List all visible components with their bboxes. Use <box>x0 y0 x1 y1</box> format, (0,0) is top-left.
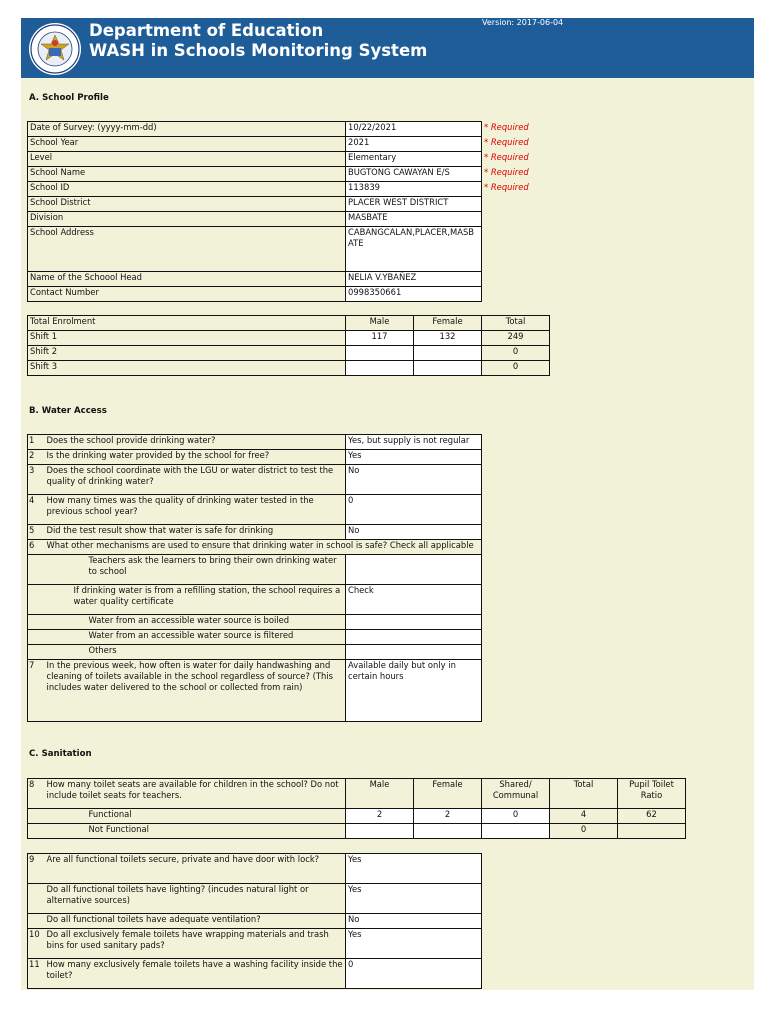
toilet-ventilation-answer[interactable]: No <box>346 914 482 929</box>
own-water-checkbox[interactable] <box>346 555 482 585</box>
school-id-field[interactable]: 113839 <box>346 182 482 197</box>
column-header: Total Enrolment <box>28 316 346 331</box>
column-header: Shared/ Communal <box>482 779 550 809</box>
functional-male-field[interactable]: 2 <box>346 809 414 824</box>
table-row <box>28 615 482 630</box>
question-text: How many times was the quality of drinking water tested in the previous school year? <box>45 495 346 525</box>
column-header: Male <box>346 779 414 809</box>
question-number: 5 <box>28 525 45 540</box>
shift-3-male-field[interactable] <box>346 361 414 376</box>
required-indicator: * Required <box>484 151 529 162</box>
page-title: Department of Education <box>89 21 324 40</box>
table-row <box>28 465 482 495</box>
not-functional-male-field[interactable] <box>346 824 414 839</box>
question-number: 11 <box>28 959 45 989</box>
option-text: Water from an accessible water source is filtered <box>45 630 346 645</box>
table-row <box>28 525 482 540</box>
table-row <box>28 884 482 914</box>
required-indicator: * Required <box>484 181 529 192</box>
question-number: 6 <box>28 540 45 555</box>
date-of-survey-field[interactable]: 10/22/2021 <box>346 122 482 137</box>
table-row <box>28 929 482 959</box>
field-label: Division <box>28 212 346 227</box>
table-row <box>28 809 686 824</box>
row-label: Shift 2 <box>28 346 346 361</box>
question-text: Do all exclusively female toilets have wrapping materials and trash bins for used sanitary pads? <box>45 929 346 959</box>
table-row <box>28 227 568 272</box>
question-text: What other mechanisms are used to ensure that drinking water in school is safe? Check all applicable <box>45 540 482 555</box>
table-row <box>28 645 482 660</box>
column-header: Pupil Toilet Ratio <box>618 779 686 809</box>
table-row <box>28 182 568 197</box>
table-row <box>28 212 568 227</box>
not-functional-female-field[interactable] <box>414 824 482 839</box>
shift-3-female-field[interactable] <box>414 361 482 376</box>
toilet-lighting-answer[interactable]: Yes <box>346 884 482 914</box>
water-access-table <box>27 434 482 722</box>
table-row <box>28 914 482 929</box>
question-number: 8 <box>28 779 45 809</box>
table-row <box>28 779 686 809</box>
table-row <box>28 361 550 376</box>
question-text: How many toilet seats are available for children in the school? Do not include toilet seats for teachers. <box>45 779 346 809</box>
section-a-title: A. School Profile <box>29 93 109 103</box>
lgu-coordination-answer[interactable]: No <box>346 465 482 495</box>
table-row <box>28 331 550 346</box>
table-row <box>28 137 568 152</box>
table-row <box>28 287 568 302</box>
question-text: Does the school provide drinking water? <box>45 435 346 450</box>
water-safe-answer[interactable]: No <box>346 525 482 540</box>
level-field[interactable]: Elementary <box>346 152 482 167</box>
contact-number-field[interactable]: 0998350661 <box>346 287 482 302</box>
question-number: 1 <box>28 435 45 450</box>
row-label: Not Functional <box>45 824 346 839</box>
not-functional-total: 0 <box>550 824 618 839</box>
school-district-field[interactable]: PLACER WEST DISTRICT <box>346 197 482 212</box>
option-text: Others <box>45 645 346 660</box>
section-c-title: C. Sanitation <box>29 749 92 759</box>
question-text: Does the school coordinate with the LGU or water district to test the quality of drinking water? <box>45 465 346 495</box>
table-row <box>28 959 482 989</box>
question-text: Do all functional toilets have lighting? (incudes natural light or alternative sources) <box>45 884 346 914</box>
field-label: Contact Number <box>28 287 346 302</box>
water-tests-answer[interactable]: 0 <box>346 495 482 525</box>
table-row <box>28 630 482 645</box>
school-year-field[interactable]: 2021 <box>346 137 482 152</box>
required-indicator: * Required <box>484 166 529 177</box>
toilet-secure-answer[interactable]: Yes <box>346 854 482 884</box>
section-b-title: B. Water Access <box>29 406 107 416</box>
shift-2-female-field[interactable] <box>414 346 482 361</box>
toilet-conditions-table <box>27 853 482 989</box>
shift-1-male-field[interactable]: 117 <box>346 331 414 346</box>
page-subtitle: WASH in Schools Monitoring System <box>89 41 428 60</box>
table-row <box>28 197 568 212</box>
required-indicator: * Required <box>484 136 529 147</box>
row-label: Functional <box>45 809 346 824</box>
free-water-answer[interactable]: Yes <box>346 450 482 465</box>
school-head-field[interactable]: NELIA V.YBAÑEZ <box>346 272 482 287</box>
shift-1-female-field[interactable]: 132 <box>414 331 482 346</box>
version-label: Version: 2017-06-04 <box>482 18 564 27</box>
option-text: Water from an accessible water source is boiled <box>45 615 346 630</box>
table-row <box>28 435 482 450</box>
table-row <box>28 495 482 525</box>
enrolment-table <box>27 315 550 376</box>
shift-2-male-field[interactable] <box>346 346 414 361</box>
question-number: 3 <box>28 465 45 495</box>
refill-certificate-checkbox[interactable]: Check <box>346 585 482 615</box>
table-row <box>28 152 568 167</box>
column-header: Female <box>414 779 482 809</box>
not-functional-shared-field[interactable] <box>482 824 550 839</box>
question-text: In the previous week, how often is water for daily handwashing and cleaning of toilets available in the school regardless of source? (This includes water delivered to the school or collected from rain) <box>45 660 346 722</box>
question-number: 4 <box>28 495 45 525</box>
pupil-toilet-ratio: 62 <box>618 809 686 824</box>
handwashing-water-answer[interactable]: Available daily but only in certain hours <box>346 660 482 722</box>
table-row <box>28 660 482 722</box>
table-row <box>28 824 686 839</box>
deped-seal-logo <box>28 22 82 76</box>
table-row <box>28 346 550 361</box>
functional-female-field[interactable]: 2 <box>414 809 482 824</box>
table-row <box>28 272 568 287</box>
school-profile-table <box>27 121 568 302</box>
field-label: School ID <box>28 182 346 197</box>
question-number: 10 <box>28 929 45 959</box>
question-number: 2 <box>28 450 45 465</box>
table-row <box>28 167 568 182</box>
option-text: Teachers ask the learners to bring their own drinking water to school <box>45 555 346 585</box>
column-header: Total <box>550 779 618 809</box>
question-text: How many exclusively female toilets have a washing facility inside the toilet? <box>45 959 346 989</box>
functional-shared-field[interactable]: 0 <box>482 809 550 824</box>
boiled-water-checkbox[interactable] <box>346 615 482 630</box>
table-row <box>28 555 482 585</box>
column-header: Total <box>482 316 550 331</box>
female-washing-facility-answer[interactable]: 0 <box>346 959 482 989</box>
functional-total: 4 <box>550 809 618 824</box>
row-label: Shift 3 <box>28 361 346 376</box>
field-label: School District <box>28 197 346 212</box>
drinking-water-answer[interactable]: Yes, but supply is not regular <box>346 435 482 450</box>
field-label: School Year <box>28 137 346 152</box>
row-label: Shift 1 <box>28 331 346 346</box>
question-number: 9 <box>28 854 45 884</box>
field-label: School Address <box>28 227 346 272</box>
question-text: Are all functional toilets secure, private and have door with lock? <box>45 854 346 884</box>
question-text: Is the drinking water provided by the school for free? <box>45 450 346 465</box>
not-functional-ratio <box>618 824 686 839</box>
shift-2-total: 0 <box>482 346 550 361</box>
table-row <box>28 450 482 465</box>
question-text: Do all functional toilets have adequate ventilation? <box>45 914 346 929</box>
table-row <box>28 316 550 331</box>
column-header: Male <box>346 316 414 331</box>
sanitary-bins-answer[interactable]: Yes <box>346 929 482 959</box>
shift-3-total: 0 <box>482 361 550 376</box>
field-label: Name of the Schoool Head <box>28 272 346 287</box>
field-label: Level <box>28 152 346 167</box>
field-label: School Name <box>28 167 346 182</box>
toilet-seats-table <box>27 778 686 839</box>
table-row <box>28 122 568 137</box>
table-row <box>28 585 482 615</box>
question-text: Did the test result show that water is safe for drinking <box>45 525 346 540</box>
school-address-field[interactable]: CABANGCALAN,PLACER,MASBATE <box>346 227 482 272</box>
table-row <box>28 540 482 555</box>
filtered-water-checkbox[interactable] <box>346 630 482 645</box>
option-text: If drinking water is from a refilling station, the school requires a water quality certificate <box>45 585 346 615</box>
division-field[interactable]: MASBATE <box>346 212 482 227</box>
shift-1-total: 249 <box>482 331 550 346</box>
column-header: Female <box>414 316 482 331</box>
required-indicator: * Required <box>484 121 529 132</box>
field-label: Date of Survey: (yyyy-mm-dd) <box>28 122 346 137</box>
question-number: 7 <box>28 660 45 722</box>
school-name-field[interactable]: BUGTONG CAWAYAN E/S <box>346 167 482 182</box>
table-row <box>28 854 482 884</box>
others-checkbox[interactable] <box>346 645 482 660</box>
